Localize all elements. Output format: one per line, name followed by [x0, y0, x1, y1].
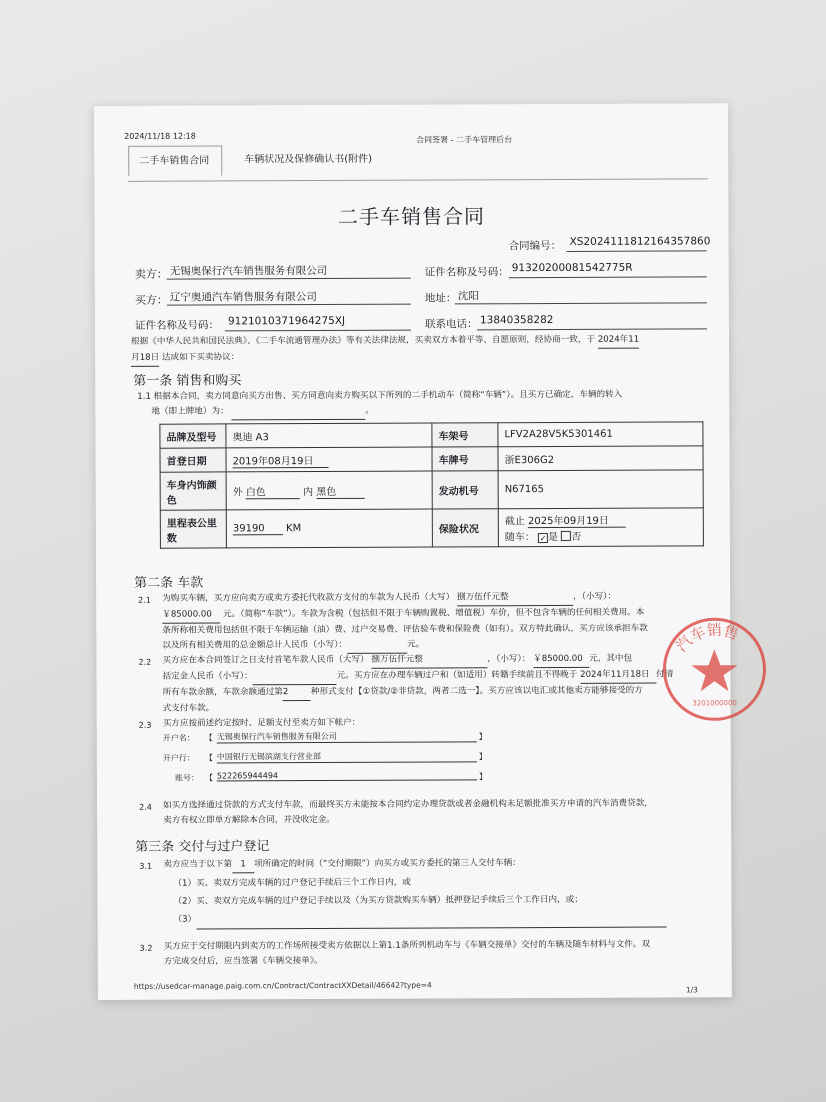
seal-code: 3201000000: [692, 699, 737, 708]
company-seal: [658, 613, 770, 725]
buyer-name: 辽宁奥通汽车销售服务有限公司: [167, 289, 411, 306]
account-name-label: 开户名：: [162, 733, 195, 743]
insurance-until: 2025年09月19日: [528, 512, 626, 528]
clause-2-4: 如买方选择通过贷款的方式支付车款，而最终买方未能按本合同约定办理贷款或者金融机构未足额批准买方申请的汽车消费贷款， 卖方有权立即单方解除本合同，并没收定金。: [163, 798, 653, 826]
engine-value: N67165: [498, 470, 703, 509]
print-page-title: 合同签署 - 二手车管理后台: [416, 135, 513, 145]
article-2-title: 第二条 车款: [134, 575, 204, 591]
clause-2-1: 为购买车辆，买方应向卖方或卖方委托代收款方支付的车款为人民币（大写） 捌万伍仟元整 ，（小写）： ￥85000.00 元。（简称“车款”）。车款为含税（包括但不限于车辆购置税、增值税）车价，但不包含车辆的任何相关费用。本 条所称相关费用包括但不限于车辆运输（油）费、过户交易费、评估验车费和保险费（如有）。双方特此确认，买方应该承担车款 以及所有相关费用的总金额总计人民币（小写）： 元。: [162, 589, 710, 654]
article-3-title: 第三条 交付与过户登记: [135, 839, 270, 855]
clause-3-2: 买方应于交付期限内到卖方的工作场所接受卖方依据以上第1.1条所列机动车与《车辆交接单》交付的车辆及随车材料与文件。双 方完成交付后，应当签署《车辆交接单》。: [163, 939, 651, 967]
reg-date-value: 2019年08月19日: [233, 451, 329, 467]
address-label: 地址：: [424, 292, 457, 305]
buyer-cert: 9121010371964275XJ: [225, 315, 411, 332]
account-name: 无锡奥保行汽车销售服务有限公司: [217, 730, 477, 743]
clause-2-1-num: 2.1: [138, 595, 151, 605]
clause-3-2-num: 3.2: [139, 943, 153, 953]
with-car-yes-checkbox[interactable]: ✓: [539, 534, 547, 544]
clause-2-2: 买方应在本合同签订之日支付首笔车款人民币（大写） 捌万伍仟元整 ，（小写）： ￥85000.00 元，其中包 括定金人民币（小写）： 元。买方应在办理车辆过户和（如适用）转籍手续前且不得晚于 2024年11月18日 付清 所有车款余额，车款余额通过第2 种形式支付【①贷款/②非贷款，两者二选一】。买方应该以电汇或其他卖方能够接受的方 式支付车款。: [162, 653, 674, 714]
buyer-address: 沈阳: [455, 287, 707, 304]
first-payment-num: ￥85000.00: [533, 652, 589, 668]
tab-divider: [128, 178, 708, 182]
insurance-label: 保险状况: [432, 509, 498, 547]
vin-label: 车架号: [432, 423, 498, 447]
seller-cert: 91320200081542775R: [509, 261, 707, 278]
price-num: ￥85000.00: [162, 607, 220, 623]
preamble: 根据《中华人民共和国民法典》、《二手车流通管理办法》等有关法律法规，买卖双方本着平等、自愿原则，经协商一致，于 2024年11 月18日 达成如下买卖协议：: [131, 332, 711, 367]
seller-cert-label: 证件名称及号码：: [424, 266, 509, 279]
plate-label: 车牌号: [432, 447, 498, 471]
brand-value: 奥迪 A3: [226, 423, 432, 448]
clause-3-1: 卖方应当于以下第 1 项所确定的时间（“交付期限”）向买方或买方委托的第三人交付车辆：: [163, 855, 711, 873]
price-cn: 捌万伍仟元整: [457, 590, 573, 607]
with-car-no-checkbox[interactable]: [561, 531, 571, 541]
svg-text:汽车销售: [672, 621, 741, 656]
clause-2-3-num: 2.3: [138, 720, 152, 730]
tab-vehicle-warranty[interactable]: 车辆状况及保修确认书(附件): [244, 153, 373, 166]
seller-label: 卖方：: [134, 267, 168, 281]
contract-number: XS2024111812164357860: [567, 235, 707, 252]
footer-page: 1/3: [685, 985, 698, 995]
clause-3-1-num: 3.1: [139, 861, 153, 871]
payment-deadline: 2024年11月18日: [580, 668, 656, 684]
payment-method: 2: [283, 685, 311, 701]
buyer-phone: 13840358282: [477, 313, 707, 330]
article-1-title: 第一条 销售和购买: [133, 373, 242, 389]
clause-2-2-num: 2.2: [138, 657, 152, 667]
clause-2-3: 买方应按前述约定按时、足额支付至卖方如下帐户：: [162, 717, 361, 729]
clause-3-1-options: （1）买、卖双方完成车辆的过户登记手续后三个工作日内，或 （2）买、卖双方完成车辆的过户登记手续以及（为买方贷款购买车辆）抵押登记手续后三个工作日内，或； （3）: [173, 872, 713, 929]
clause-2-4-num: 2.4: [139, 802, 152, 812]
account-no: 522265944494: [217, 770, 477, 781]
preamble-date-b: 月18日: [131, 351, 159, 367]
phone-label: 联系电话：: [424, 318, 478, 331]
tab-sales-contract[interactable]: 二手车销售合同: [128, 145, 222, 175]
article-1-1: 1.1 根据本合同，卖方同意向买方出售、买方同意向卖方购买以下所列的二手机动车（简称“车辆”）。且买方已确定，车辆的转入 地（即上牌地）为： 。: [137, 387, 717, 421]
engine-label: 发动机号: [432, 471, 498, 509]
color-label: 车身内饰颜色: [160, 472, 226, 510]
seal-text: 汽车销售: [672, 620, 741, 656]
delivery-option: 1: [232, 857, 254, 873]
mileage-label: 里程表公里数: [160, 510, 226, 548]
mileage-value: 39190: [233, 523, 283, 535]
bank-label: 开户行：: [162, 753, 195, 763]
vin-value: LFV2A28V5K5301461: [498, 422, 703, 447]
contract-number-label: 合同编号：: [508, 239, 562, 253]
contract-paper: 2024/11/18 12:18 合同签署 - 二手车管理后台 二手车销售合同 车辆状况及保修确认书(附件) 二手车销售合同 合同编号： XS2024111812164357860 卖方： 无锡奥保行汽车销售服务有限公司 证件名称及号码： 91320200081542775R 买方： 辽宁奥通汽车销售服务有限公司 地址： 沈阳 证件名称及号码： 9121010371964275XJ 联系电话： 13840358282 根据《中华人民共和国民法典》、《二手车流通管理办法》等有关法律法规，买卖双方本着平等、自愿原则，经协商一致，于 2024年11 月18日 达成如下买卖协议： 第一条 销售和购买 1.1 根据本合同，卖方同意向买方出售、买方同意向卖方购买以下所列的二手机动车（简称“车辆”）。且买方已确定，车辆的转入 地（即上牌地）为： 。 品牌及型号 奥迪 A3 车架号 LFV2A28V5K5301461 首登日期 2019年08月19日 车牌号 浙E306G2 车身内饰颜色 外 白色 内 黑色 发动机号 N67165 里程表公里数 39190 KM 保险状况 截止 2025年09月19日 随车： ✓ 是 否 第二条 车款 2.1 为购买车辆，买方应向卖方或卖方委托代收款方支付的车款为人民币（大写） 捌万伍仟元整 ，（小写）： ￥85000.00 元。（简称“车款”）。车款为含税（包括但不限于车辆购置税、增值税）车价，但不包含车辆的任何相关费用。本 条所称相关费用包括但不限于车辆运输（油）费、过户交易费、评估验车费和保险费（如有）。双方特此确认，买方应该承担车款 以及所有相关费用的总金额总计人民币（小写）： 元。 2.2 买方应在本合同签订之日支付首笔车款人民币（大写） 捌万伍仟元整 ，（小写）： ￥85000.00 元，其中包 括定金人民币（小写）： 元。买方应在办理车辆过户和（如适用）转籍手续前且不得晚于 2024年11月18日 付清 所有车款余额，车款余额通过第2 种形式支付【①贷款/②非贷款，两者二选一】。买方应该以电汇或其他卖方能够接受的方 式支付车款。 2.3 买方应按前述约定按时、足额支付至卖方如下帐户： 开户名： 【 无锡奥保行汽车销售服务有限公司 】 开户行： 【 中国银行无锡滨湖支行营业部 】 账号： 【 522265944494 】 2.4 如买方选择通过贷款的方式支付车款，而最终买方未能按本合同约定办理贷款或者金融机构未足额批准买方申请的汽车消费贷款， 卖方有权立即单方解除本合同，并没收定金。 第三条 交付与过户登记 3.1 卖方应当于以下第 1 项所确定的时间（“交付期限”）向买方或买方委托的第三人交付车辆： （1）买、卖双方完成车辆的过户登记手续后三个工作日内，或 （2）买、卖双方完成车辆的过户登记手续以及（为买方贷款购买车辆）抵押登记手续后三个工作日内，或； （3） 3.2 买方应于交付期限内到卖方的工作场所接受卖方依据以上第1.1条所列机动车与《车辆交接单》交付的车辆及随车材料与文件。双 方完成交付后，应当签署《车辆交接单》。 https://usedcar-manage.paig.com.cn/Contract/ContractXXDetail/46642?type=4 1/3 汽车销售 3201000000: [94, 103, 732, 1000]
contract-title: 二手车销售合同: [337, 204, 486, 229]
account-no-label: 账号：: [174, 773, 199, 783]
buyer-label: 买方：: [134, 293, 168, 307]
buyer-cert-label: 证件名称及号码：: [134, 319, 219, 332]
exterior-color: 白色: [246, 483, 300, 499]
bank-name: 中国银行无锡滨湖支行营业部: [217, 750, 477, 763]
reg-date-label: 首登日期: [160, 448, 226, 472]
first-payment-cn: 捌万伍仟元整: [371, 652, 487, 669]
preamble-date-a: 2024年11: [598, 333, 639, 349]
plate-value: 浙E306G2: [498, 446, 703, 471]
footer-url: https://usedcar-manage.paig.com.cn/Contract/ContractXXDetail/46642?type=4: [133, 980, 432, 991]
seller-name: 无锡奥保行汽车销售服务有限公司: [167, 263, 411, 280]
print-datetime: 2024/11/18 12:18: [124, 131, 196, 141]
interior-color: 黑色: [316, 482, 364, 498]
brand-label: 品牌及型号: [160, 424, 226, 448]
vehicle-table: 品牌及型号 奥迪 A3 车架号 LFV2A28V5K5301461 首登日期 2019年08月19日 车牌号 浙E306G2 车身内饰颜色 外 白色 内 黑色 发动机号 N67165 里程表公里数 39190 KM 保险状况 截止 2025年09月19日 随车： ✓ 是 否: [159, 421, 704, 548]
